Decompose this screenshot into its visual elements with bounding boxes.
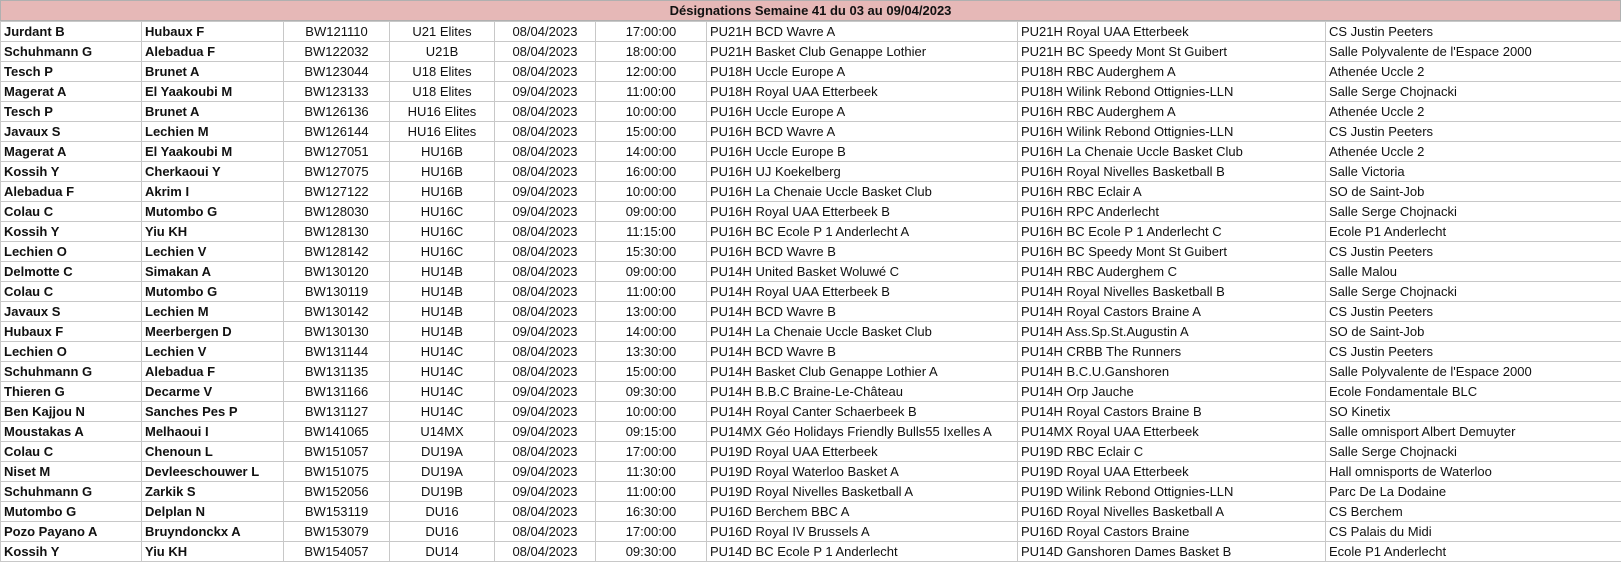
venue-cell[interactable]: CS Justin Peeters (1326, 122, 1621, 142)
date-cell[interactable]: 09/04/2023 (495, 422, 596, 442)
home-team-cell[interactable]: PU14H Basket Club Genappe Lothier A (707, 362, 1018, 382)
match-number-cell[interactable]: BW154057 (284, 542, 390, 562)
time-cell[interactable]: 09:30:00 (596, 382, 707, 402)
referee-2-cell[interactable]: Lechien V (142, 242, 284, 262)
referee-1-cell[interactable]: Lechien O (1, 342, 142, 362)
away-team-cell[interactable]: PU14H CRBB The Runners (1018, 342, 1326, 362)
referee-2-cell[interactable]: Yiu KH (142, 542, 284, 562)
away-team-cell[interactable]: PU14H Orp Jauche (1018, 382, 1326, 402)
category-cell[interactable]: DU16 (390, 522, 495, 542)
category-cell[interactable]: HU14B (390, 262, 495, 282)
referee-1-cell[interactable]: Colau C (1, 442, 142, 462)
referee-1-cell[interactable]: Schuhmann G (1, 482, 142, 502)
match-number-cell[interactable]: BW151057 (284, 442, 390, 462)
table-row (1, 242, 1621, 262)
time-cell[interactable]: 09:00:00 (596, 202, 707, 222)
home-team-cell[interactable]: PU14H BCD Wavre B (707, 342, 1018, 362)
match-number-cell[interactable]: BW127122 (284, 182, 390, 202)
venue-cell[interactable]: Athenée Uccle 2 (1326, 62, 1621, 82)
home-team-cell[interactable]: PU16H BC Ecole P 1 Anderlecht A (707, 222, 1018, 242)
venue-cell[interactable]: CS Justin Peeters (1326, 342, 1621, 362)
match-number-cell[interactable]: BW123044 (284, 62, 390, 82)
home-team-cell[interactable]: PU19D Royal UAA Etterbeek (707, 442, 1018, 462)
match-number-cell[interactable]: BW126144 (284, 122, 390, 142)
time-cell[interactable]: 14:00:00 (596, 322, 707, 342)
table-row (1, 382, 1621, 402)
home-team-cell[interactable]: PU16H BCD Wavre B (707, 242, 1018, 262)
time-cell[interactable]: 16:30:00 (596, 502, 707, 522)
referee-1-cell[interactable]: Mutombo G (1, 502, 142, 522)
venue-cell[interactable]: CS Berchem (1326, 502, 1621, 522)
time-cell[interactable]: 16:00:00 (596, 162, 707, 182)
category-cell[interactable]: HU16 Elites (390, 122, 495, 142)
category-cell[interactable]: U21B (390, 42, 495, 62)
home-team-cell[interactable]: PU16H BCD Wavre A (707, 122, 1018, 142)
table-row (1, 122, 1621, 142)
away-team-cell[interactable]: PU19D RBC Eclair C (1018, 442, 1326, 462)
time-cell[interactable]: 11:00:00 (596, 82, 707, 102)
venue-cell[interactable]: Athenée Uccle 2 (1326, 102, 1621, 122)
table-row (1, 222, 1621, 242)
venue-cell[interactable]: Salle Serge Chojnacki (1326, 82, 1621, 102)
time-cell[interactable]: 15:00:00 (596, 122, 707, 142)
category-cell[interactable]: HU14C (390, 342, 495, 362)
time-cell[interactable]: 12:00:00 (596, 62, 707, 82)
category-cell[interactable]: HU14C (390, 382, 495, 402)
match-number-cell[interactable]: BW131135 (284, 362, 390, 382)
time-cell[interactable]: 10:00:00 (596, 402, 707, 422)
date-cell[interactable]: 08/04/2023 (495, 502, 596, 522)
away-team-cell[interactable]: PU14H RBC Auderghem C (1018, 262, 1326, 282)
table-row (1, 522, 1621, 542)
date-cell[interactable]: 08/04/2023 (495, 42, 596, 62)
referee-1-cell[interactable]: Hubaux F (1, 322, 142, 342)
date-cell[interactable]: 08/04/2023 (495, 22, 596, 42)
away-team-cell[interactable]: PU19D Royal UAA Etterbeek (1018, 462, 1326, 482)
date-cell[interactable]: 09/04/2023 (495, 322, 596, 342)
category-cell[interactable]: HU16C (390, 242, 495, 262)
home-team-cell[interactable]: PU14H United Basket Woluwé C (707, 262, 1018, 282)
table-row (1, 342, 1621, 362)
time-cell[interactable]: 17:00:00 (596, 22, 707, 42)
referee-1-cell[interactable]: Lechien O (1, 242, 142, 262)
referee-1-cell[interactable]: Javaux S (1, 122, 142, 142)
table-row (1, 202, 1621, 222)
table-row (1, 162, 1621, 182)
home-team-cell[interactable]: PU16H La Chenaie Uccle Basket Club (707, 182, 1018, 202)
category-cell[interactable]: HU14C (390, 402, 495, 422)
date-cell[interactable]: 09/04/2023 (495, 462, 596, 482)
table-row (1, 62, 1621, 82)
away-team-cell[interactable]: PU16H Wilink Rebond Ottignies-LLN (1018, 122, 1326, 142)
category-cell[interactable]: HU16C (390, 222, 495, 242)
referee-1-cell[interactable]: Magerat A (1, 142, 142, 162)
referee-1-cell[interactable]: Schuhmann G (1, 42, 142, 62)
venue-cell[interactable]: Salle omnisport Albert Demuyter (1326, 422, 1621, 442)
referee-2-cell[interactable]: Lechien V (142, 342, 284, 362)
category-cell[interactable]: HU14B (390, 282, 495, 302)
time-cell[interactable]: 13:00:00 (596, 302, 707, 322)
table-row (1, 282, 1621, 302)
date-cell[interactable]: 08/04/2023 (495, 342, 596, 362)
venue-cell[interactable]: Salle Serge Chojnacki (1326, 442, 1621, 462)
time-cell[interactable]: 14:00:00 (596, 142, 707, 162)
time-cell[interactable]: 10:00:00 (596, 182, 707, 202)
table-row (1, 22, 1621, 42)
match-number-cell[interactable]: BW128130 (284, 222, 390, 242)
referee-2-cell[interactable]: Chenoun L (142, 442, 284, 462)
match-number-cell[interactable]: BW130130 (284, 322, 390, 342)
table-row (1, 182, 1621, 202)
date-cell[interactable]: 08/04/2023 (495, 282, 596, 302)
time-cell[interactable]: 13:30:00 (596, 342, 707, 362)
date-cell[interactable]: 09/04/2023 (495, 402, 596, 422)
table-row (1, 262, 1621, 282)
match-number-cell[interactable]: BW126136 (284, 102, 390, 122)
referee-2-cell[interactable]: Simakan A (142, 262, 284, 282)
date-cell[interactable]: 09/04/2023 (495, 182, 596, 202)
match-number-cell[interactable]: BW131127 (284, 402, 390, 422)
away-team-cell[interactable]: PU16H RBC Auderghem A (1018, 102, 1326, 122)
match-number-cell[interactable]: BW123133 (284, 82, 390, 102)
referee-1-cell[interactable]: Kossih Y (1, 222, 142, 242)
category-cell[interactable]: U18 Elites (390, 82, 495, 102)
referee-2-cell[interactable]: Sanches Pes P (142, 402, 284, 422)
match-number-cell[interactable]: BW128030 (284, 202, 390, 222)
home-team-cell[interactable]: PU16H Royal UAA Etterbeek B (707, 202, 1018, 222)
table-row (1, 362, 1621, 382)
referee-1-cell[interactable]: Tesch P (1, 102, 142, 122)
referee-1-cell[interactable]: Alebadua F (1, 182, 142, 202)
table-row (1, 82, 1621, 102)
venue-cell[interactable]: Athenée Uccle 2 (1326, 142, 1621, 162)
match-number-cell[interactable]: BW121110 (284, 22, 390, 42)
venue-cell[interactable]: Salle Polyvalente de l'Espace 2000 (1326, 42, 1621, 62)
referee-1-cell[interactable]: Delmotte C (1, 262, 142, 282)
date-cell[interactable]: 09/04/2023 (495, 382, 596, 402)
referee-2-cell[interactable]: Devleeschouwer L (142, 462, 284, 482)
away-team-cell[interactable]: PU14H Ass.Sp.St.Augustin A (1018, 322, 1326, 342)
venue-cell[interactable]: Ecole P1 Anderlecht (1326, 542, 1621, 562)
referee-2-cell[interactable]: Alebadua F (142, 362, 284, 382)
date-cell[interactable]: 08/04/2023 (495, 62, 596, 82)
match-number-cell[interactable]: BW128142 (284, 242, 390, 262)
venue-cell[interactable]: SO de Saint-Job (1326, 182, 1621, 202)
away-team-cell[interactable]: PU14H Royal Castors Braine B (1018, 402, 1326, 422)
referee-2-cell[interactable]: El Yaakoubi M (142, 142, 284, 162)
table-row (1, 442, 1621, 462)
category-cell[interactable]: U21 Elites (390, 22, 495, 42)
time-cell[interactable]: 11:00:00 (596, 282, 707, 302)
date-cell[interactable]: 09/04/2023 (495, 202, 596, 222)
time-cell[interactable]: 15:30:00 (596, 242, 707, 262)
designations-table (0, 21, 1621, 562)
date-cell[interactable]: 08/04/2023 (495, 122, 596, 142)
table-body (1, 22, 1621, 562)
referee-1-cell[interactable]: Magerat A (1, 82, 142, 102)
venue-cell[interactable]: Salle Victoria (1326, 162, 1621, 182)
category-cell[interactable]: HU16C (390, 202, 495, 222)
category-cell[interactable]: HU14B (390, 302, 495, 322)
home-team-cell[interactable]: PU16D Royal IV Brussels A (707, 522, 1018, 542)
date-cell[interactable]: 08/04/2023 (495, 222, 596, 242)
venue-cell[interactable]: Salle Polyvalente de l'Espace 2000 (1326, 362, 1621, 382)
referee-2-cell[interactable]: Alebadua F (142, 42, 284, 62)
table-row (1, 322, 1621, 342)
home-team-cell[interactable]: PU14H Royal Canter Schaerbeek B (707, 402, 1018, 422)
away-team-cell[interactable]: PU14D Ganshoren Dames Basket B (1018, 542, 1326, 562)
category-cell[interactable]: HU14C (390, 362, 495, 382)
time-cell[interactable]: 09:00:00 (596, 262, 707, 282)
referee-1-cell[interactable]: Kossih Y (1, 542, 142, 562)
referee-2-cell[interactable]: Mutombo G (142, 202, 284, 222)
referee-2-cell[interactable]: Zarkik S (142, 482, 284, 502)
date-cell[interactable]: 09/04/2023 (495, 82, 596, 102)
referee-1-cell[interactable]: Pozo Payano A (1, 522, 142, 542)
time-cell[interactable]: 18:00:00 (596, 42, 707, 62)
referee-2-cell[interactable]: Lechien M (142, 122, 284, 142)
away-team-cell[interactable]: PU16H RPC Anderlecht (1018, 202, 1326, 222)
match-number-cell[interactable]: BW141065 (284, 422, 390, 442)
home-team-cell[interactable]: PU16D Berchem BBC A (707, 502, 1018, 522)
referee-1-cell[interactable]: Thieren G (1, 382, 142, 402)
date-cell[interactable]: 08/04/2023 (495, 522, 596, 542)
date-cell[interactable]: 08/04/2023 (495, 142, 596, 162)
away-team-cell[interactable]: PU14MX Royal UAA Etterbeek (1018, 422, 1326, 442)
match-number-cell[interactable]: BW127051 (284, 142, 390, 162)
time-cell[interactable]: 09:30:00 (596, 542, 707, 562)
venue-cell[interactable]: Salle Serge Chojnacki (1326, 282, 1621, 302)
category-cell[interactable]: HU16B (390, 142, 495, 162)
time-cell[interactable]: 11:30:00 (596, 462, 707, 482)
category-cell[interactable]: U14MX (390, 422, 495, 442)
away-team-cell[interactable]: PU21H BC Speedy Mont St Guibert (1018, 42, 1326, 62)
time-cell[interactable]: 10:00:00 (596, 102, 707, 122)
away-team-cell[interactable]: PU18H Wilink Rebond Ottignies-LLN (1018, 82, 1326, 102)
away-team-cell[interactable]: PU18H RBC Auderghem A (1018, 62, 1326, 82)
home-team-cell[interactable]: PU14H BCD Wavre B (707, 302, 1018, 322)
time-cell[interactable]: 17:00:00 (596, 522, 707, 542)
referee-2-cell[interactable]: Delplan N (142, 502, 284, 522)
venue-cell[interactable]: SO Kinetix (1326, 402, 1621, 422)
away-team-cell[interactable]: PU16H BC Ecole P 1 Anderlecht C (1018, 222, 1326, 242)
venue-cell[interactable]: CS Justin Peeters (1326, 242, 1621, 262)
time-cell[interactable]: 11:15:00 (596, 222, 707, 242)
match-number-cell[interactable]: BW130119 (284, 282, 390, 302)
referee-1-cell[interactable]: Javaux S (1, 302, 142, 322)
home-team-cell[interactable]: PU16H Uccle Europe A (707, 102, 1018, 122)
referee-2-cell[interactable]: Bruyndonckx A (142, 522, 284, 542)
category-cell[interactable]: DU19B (390, 482, 495, 502)
date-cell[interactable]: 08/04/2023 (495, 302, 596, 322)
referee-2-cell[interactable]: Lechien M (142, 302, 284, 322)
date-cell[interactable]: 08/04/2023 (495, 442, 596, 462)
match-number-cell[interactable]: BW131144 (284, 342, 390, 362)
sheet-title: Désignations Semaine 41 du 03 au 09/04/2023 (0, 0, 1621, 21)
referee-2-cell[interactable]: Akrim I (142, 182, 284, 202)
referee-2-cell[interactable]: Meerbergen D (142, 322, 284, 342)
referee-1-cell[interactable]: Moustakas A (1, 422, 142, 442)
table-row (1, 102, 1621, 122)
category-cell[interactable]: HU16B (390, 182, 495, 202)
match-number-cell[interactable]: BW153119 (284, 502, 390, 522)
category-cell[interactable]: DU19A (390, 462, 495, 482)
table-row (1, 142, 1621, 162)
away-team-cell[interactable]: PU16H La Chenaie Uccle Basket Club (1018, 142, 1326, 162)
table-row (1, 422, 1621, 442)
referee-2-cell[interactable]: Melhaoui I (142, 422, 284, 442)
time-cell[interactable]: 11:00:00 (596, 482, 707, 502)
match-number-cell[interactable]: BW130142 (284, 302, 390, 322)
match-number-cell[interactable]: BW130120 (284, 262, 390, 282)
referee-1-cell[interactable]: Tesch P (1, 62, 142, 82)
date-cell[interactable]: 08/04/2023 (495, 102, 596, 122)
home-team-cell[interactable]: PU19D Royal Nivelles Basketball A (707, 482, 1018, 502)
away-team-cell[interactable]: PU21H Royal UAA Etterbeek (1018, 22, 1326, 42)
time-cell[interactable]: 17:00:00 (596, 442, 707, 462)
time-cell[interactable]: 15:00:00 (596, 362, 707, 382)
date-cell[interactable]: 08/04/2023 (495, 262, 596, 282)
category-cell[interactable]: U18 Elites (390, 62, 495, 82)
date-cell[interactable]: 09/04/2023 (495, 482, 596, 502)
venue-cell[interactable]: CS Palais du Midi (1326, 522, 1621, 542)
referee-1-cell[interactable]: Colau C (1, 202, 142, 222)
referee-2-cell[interactable]: Decarme V (142, 382, 284, 402)
venue-cell[interactable]: Salle Serge Chojnacki (1326, 202, 1621, 222)
match-number-cell[interactable]: BW122032 (284, 42, 390, 62)
match-number-cell[interactable]: BW127075 (284, 162, 390, 182)
date-cell[interactable]: 08/04/2023 (495, 162, 596, 182)
table-row (1, 482, 1621, 502)
category-cell[interactable]: DU19A (390, 442, 495, 462)
date-cell[interactable]: 08/04/2023 (495, 242, 596, 262)
match-number-cell[interactable]: BW152056 (284, 482, 390, 502)
referee-2-cell[interactable]: Brunet A (142, 62, 284, 82)
venue-cell[interactable]: CS Justin Peeters (1326, 302, 1621, 322)
match-number-cell[interactable]: BW151075 (284, 462, 390, 482)
table-row (1, 462, 1621, 482)
venue-cell[interactable]: Hall omnisports de Waterloo (1326, 462, 1621, 482)
home-team-cell[interactable]: PU14D BC Ecole P 1 Anderlecht (707, 542, 1018, 562)
match-number-cell[interactable]: BW153079 (284, 522, 390, 542)
venue-cell[interactable]: Ecole Fondamentale BLC (1326, 382, 1621, 402)
referee-1-cell[interactable]: Niset M (1, 462, 142, 482)
home-team-cell[interactable]: PU19D Royal Waterloo Basket A (707, 462, 1018, 482)
category-cell[interactable]: DU14 (390, 542, 495, 562)
table-row (1, 402, 1621, 422)
table-row (1, 542, 1621, 562)
date-cell[interactable]: 08/04/2023 (495, 362, 596, 382)
category-cell[interactable]: HU16 Elites (390, 102, 495, 122)
referee-2-cell[interactable]: Hubaux F (142, 22, 284, 42)
home-team-cell[interactable]: PU21H Basket Club Genappe Lothier (707, 42, 1018, 62)
away-team-cell[interactable]: PU16H RBC Eclair A (1018, 182, 1326, 202)
referee-2-cell[interactable]: El Yaakoubi M (142, 82, 284, 102)
referee-1-cell[interactable]: Schuhmann G (1, 362, 142, 382)
match-number-cell[interactable]: BW131166 (284, 382, 390, 402)
venue-cell[interactable]: Salle Malou (1326, 262, 1621, 282)
referee-2-cell[interactable]: Mutombo G (142, 282, 284, 302)
referee-1-cell[interactable]: Kossih Y (1, 162, 142, 182)
away-team-cell[interactable]: PU16D Royal Nivelles Basketball A (1018, 502, 1326, 522)
category-cell[interactable]: DU16 (390, 502, 495, 522)
home-team-cell[interactable]: PU18H Uccle Europe A (707, 62, 1018, 82)
home-team-cell[interactable]: PU14H B.B.C Braine-Le-Château (707, 382, 1018, 402)
date-cell[interactable]: 08/04/2023 (495, 542, 596, 562)
table-row (1, 502, 1621, 522)
category-cell[interactable]: HU14B (390, 322, 495, 342)
referee-1-cell[interactable]: Ben Kajjou N (1, 402, 142, 422)
away-team-cell[interactable]: PU14H Royal Castors Braine A (1018, 302, 1326, 322)
home-team-cell[interactable]: PU14H Royal UAA Etterbeek B (707, 282, 1018, 302)
home-team-cell[interactable]: PU14MX Géo Holidays Friendly Bulls55 Ixelles A (707, 422, 1018, 442)
venue-cell[interactable]: CS Justin Peeters (1326, 22, 1621, 42)
venue-cell[interactable]: Parc De La Dodaine (1326, 482, 1621, 502)
away-team-cell[interactable]: PU19D Wilink Rebond Ottignies-LLN (1018, 482, 1326, 502)
referee-2-cell[interactable]: Brunet A (142, 102, 284, 122)
home-team-cell[interactable]: PU14H La Chenaie Uccle Basket Club (707, 322, 1018, 342)
away-team-cell[interactable]: PU16H Royal Nivelles Basketball B (1018, 162, 1326, 182)
time-cell[interactable]: 09:15:00 (596, 422, 707, 442)
table-row (1, 302, 1621, 322)
home-team-cell[interactable]: PU16H UJ Koekelberg (707, 162, 1018, 182)
referee-1-cell[interactable]: Jurdant B (1, 22, 142, 42)
category-cell[interactable]: HU16B (390, 162, 495, 182)
away-team-cell[interactable]: PU14H B.C.U.Ganshoren (1018, 362, 1326, 382)
referee-1-cell[interactable]: Colau C (1, 282, 142, 302)
home-team-cell[interactable]: PU21H BCD Wavre A (707, 22, 1018, 42)
home-team-cell[interactable]: PU18H Royal UAA Etterbeek (707, 82, 1018, 102)
away-team-cell[interactable]: PU16H BC Speedy Mont St Guibert (1018, 242, 1326, 262)
away-team-cell[interactable]: PU16D Royal Castors Braine (1018, 522, 1326, 542)
referee-2-cell[interactable]: Cherkaoui Y (142, 162, 284, 182)
table-row (1, 42, 1621, 62)
away-team-cell[interactable]: PU14H Royal Nivelles Basketball B (1018, 282, 1326, 302)
referee-2-cell[interactable]: Yiu KH (142, 222, 284, 242)
venue-cell[interactable]: SO de Saint-Job (1326, 322, 1621, 342)
home-team-cell[interactable]: PU16H Uccle Europe B (707, 142, 1018, 162)
venue-cell[interactable]: Ecole P1 Anderlecht (1326, 222, 1621, 242)
